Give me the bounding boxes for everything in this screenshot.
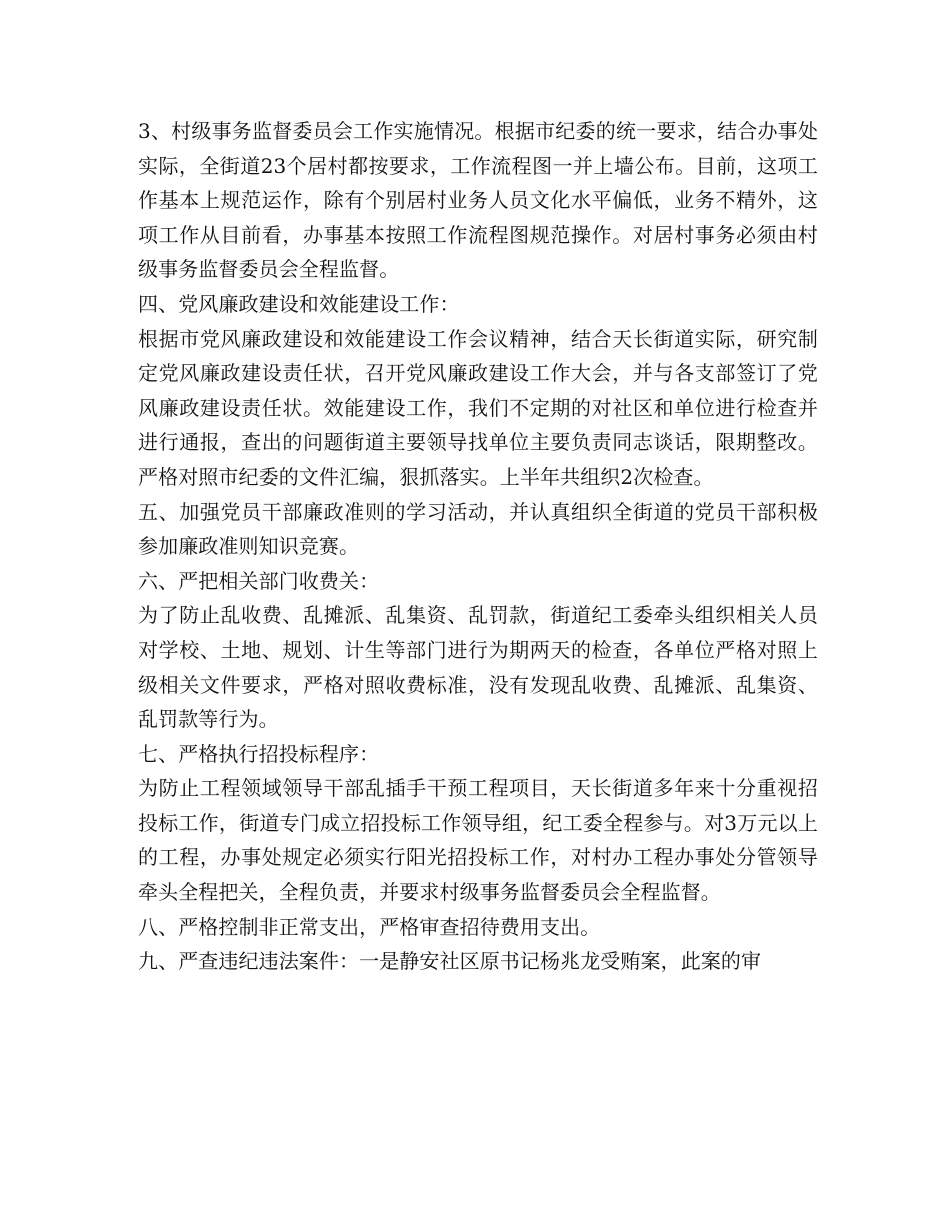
- heading-party-conduct: 四、党风廉政建设和效能建设工作：: [138, 291, 460, 316]
- paragraph-village-supervision: 3、村级事务监督委员会工作实施情况。根据市纪委的统一要求，结合办事处实际，全街道23个居村都按要求，工作流程图一并上墙公布。目前，这项工作基本上规范运作，除有个别居村业务人员文化水平偏低，业务不精外，这项工作从目前看，办事基本按照工作流程图规范操作。对居村事务必须由村级事务监督委员会全程监督。: [138, 119, 818, 282]
- paragraph-integrity-study: 五、加强党员干部廉政准则的学习活动，并认真组织全街道的党员干部积极参加廉政准则知识竞赛。: [138, 499, 818, 559]
- paragraph-expense-control: 八、严格控制非正常支出，严格审查招待费用支出。: [138, 914, 601, 939]
- heading-fee-control: 六、严把相关部门收费关：: [138, 568, 380, 593]
- paragraph-fee-control: 为了防止乱收费、乱摊派、乱集资、乱罚款，街道纪工委牵头组织相关人员对学校、土地、规划、计生等部门进行为期两天的检查，各单位严格对照上级相关文件要求，严格对照收费标准，没有发现乱收费、乱摊派、乱集资、乱罚款等行为。: [138, 603, 818, 732]
- paragraph-bidding: 为防止工程领域领导干部乱插手干预工程项目，天长街道多年来十分重视招投标工作，街道专门成立招投标工作领导组，纪工委全程参与。对3万元以上的工程，办事处规定必须实行阳光招投标工作，对村办工程办事处分管领导牵头全程把关，全程负责，并要求村级事务监督委员会全程监督。: [138, 776, 818, 905]
- paragraph-party-conduct: 根据市党风廉政建设和效能建设工作会议精神，结合天长街道实际，研究制定党风廉政建设责任状，召开党风廉政建设工作大会，并与各支部签订了党风廉政建设责任状。效能建设工作，我们不定期的对社区和单位进行检查并进行通报，查出的问题街道主要领导找单位主要负责同志谈话，限期整改。严格对照市纪委的文件汇编，狠抓落实。上半年共组织2次检查。: [138, 326, 818, 489]
- paragraph-case-investigation: 九、严查违纪违法案件：一是静安社区原书记杨兆龙受贿案，此案的审: [138, 949, 762, 974]
- document-body: [138, 114, 818, 979]
- heading-bidding: 七、严格执行招投标程序：: [138, 741, 380, 766]
